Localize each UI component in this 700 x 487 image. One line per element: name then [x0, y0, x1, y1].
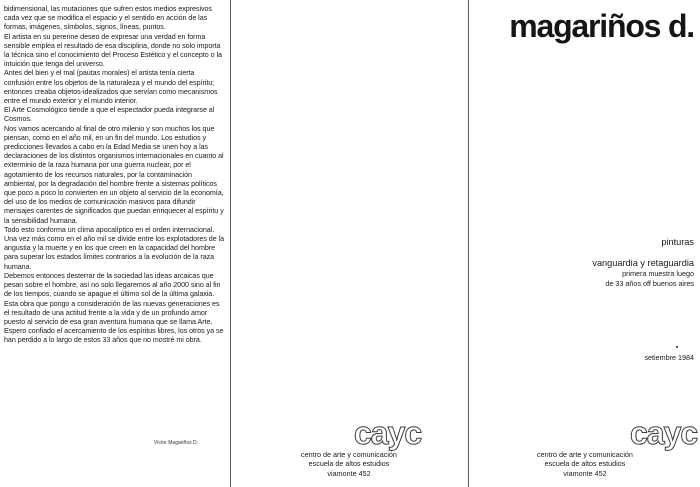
exhibition-subtitle-line: de 33 años off buenos aires [605, 278, 694, 288]
essay-paragraph: Esta obra que pongo a consideración de las nuevas generaciones es el resultado de una actitud frente a la vida y de un profundo amor puesto al servicio de esa gran aventura humana que se llama Arte. [4, 299, 220, 326]
essay-text [4, 5, 224, 346]
essay-paragraph: Todo esto conforma un clima apocalíptico en el orden internacional. [4, 225, 215, 234]
ink-speck [676, 346, 678, 348]
address-block [470, 450, 700, 478]
address-line: escuela de altos estudios [308, 459, 390, 469]
fold-line [468, 0, 469, 487]
essay-paragraph: bidimensional, las mutaciones que sufren estos medios expresivos cada vez que se modifica el espacio y el sentido en acción de las formas, imágenes, símbolos, signos, líneas, puntos. [4, 5, 212, 32]
cayc-logo: cayc [630, 415, 698, 451]
address-line: escuela de altos estudios [544, 459, 626, 469]
essay-paragraph: Debemos entonces desterrar de la sociedad las ideas arcaicas que pesan sobre el hombre, así no solo llegaremos al año 2000 sino al fin de los tiempos, cuando se apague el último sol de la última galaxia. [4, 271, 221, 299]
address-line: centro de arte y comunicación [301, 450, 397, 459]
artist-name: magariños d. [509, 8, 694, 44]
cover-panel [470, 0, 700, 487]
exhibition-title: vanguardia y retaguardia [592, 258, 694, 268]
fold-line [230, 0, 231, 487]
address-line: centro de arte y comunicación [537, 450, 633, 459]
essay-paragraph: El artista en su perenne deseo de expresar una verdad en forma sensible emplea el resultado de esa disciplina, donde no solo importa la técnica sino el conocimiento del Proceso Estético y el concepto o la intuición que tenga del universo. [4, 32, 222, 69]
essay-paragraph: Una vez más como en el año mil se divide entre los explotadores de la angustia y la muerte y en los que creen en la capacidad del hombre para superar los estados límites contrarios a la evolución de la raza humana. [4, 235, 225, 271]
left-panel [0, 0, 228, 487]
address-line: viamonte 452 [563, 468, 607, 478]
essay-paragraph: El Arte Cosmológico tiende a que el espectador pueda integrarse al Cosmos. [4, 106, 215, 124]
cayc-logo: cayc [354, 415, 422, 451]
address-block [236, 450, 462, 478]
signature: Víctor Magariños D. [153, 440, 198, 446]
address-line: viamonte 452 [327, 468, 371, 478]
essay-paragraph: Espero confiado el acercamiento de los espíritus libres, los otros ya se han perdido a lo largo de estos 33 años que no mostré mi obra. [4, 327, 224, 345]
exhibition-title-block [592, 258, 694, 288]
exhibition-subtitle-line: primera muestra luego [622, 269, 694, 278]
exhibition-date: setiembre 1984 [644, 353, 694, 362]
middle-panel [232, 0, 466, 487]
essay-paragraph: Antes del bien y el mal (pautas morales) el artista tenía cierta confusión entre los objetos de la naturaleza y el mundo del espíritu; entonces creaba objetos-idealizados que servían como mecanismos entre el mundo exterior y el mundo interior. [4, 69, 218, 106]
category-label: pinturas [661, 237, 694, 247]
essay-paragraph: Nos vamos acercando al final de otro milenio y son muchos los que piensan, como en el año mil, en un fin del mundo. Los estudios y predicciones llevados a cabo en la Edad Media se unen hoy a las declaraciones de los distintos organismos internacionales en cuanto al exterminio de la raza humana por una guerra nuclear, por el agotamiento de los recursos naturales, por la contaminación ambiental, por la degradación del hombre frente a sistemas políticos que poco a poco lo convierten en un objeto al servicio de la economía, del uso de los medios de comunicación masivos para difundir mensajes carentes de significados que puedan enriquecer al espíritu y la sensibilidad humana. [4, 124, 224, 225]
